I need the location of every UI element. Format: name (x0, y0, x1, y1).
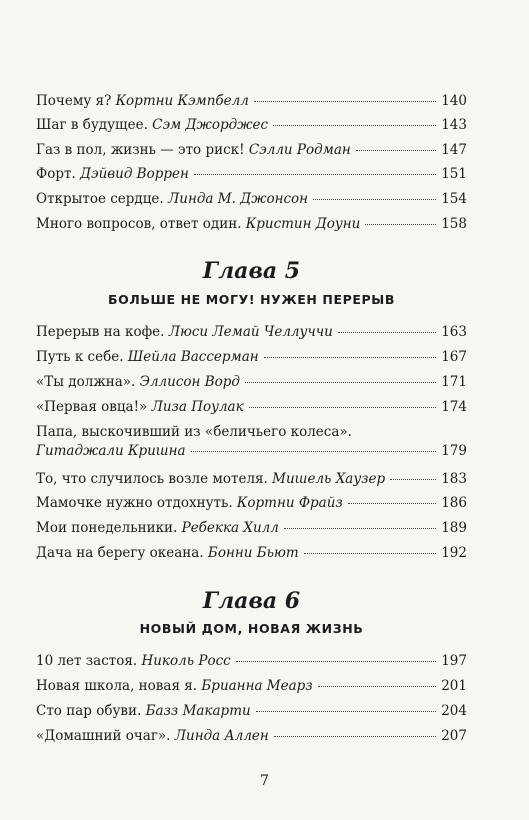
toc-entry (36, 702, 467, 721)
entry-page: 158 (441, 216, 467, 232)
dot-leader (236, 661, 437, 662)
dot-leader (256, 711, 437, 712)
entry-author: Николь Росс (141, 653, 231, 669)
chapter-title: БОЛЬШЕ НЕ МОГУ! НУЖЕН ПЕРЕРЫВ (108, 292, 395, 307)
entry-page: 179 (441, 443, 467, 459)
entry-title: Много вопросов, ответ один. (36, 216, 246, 232)
entry-author: Базз Макарти (145, 703, 251, 719)
chapter-heading: Глава 6 (202, 588, 301, 614)
dot-leader (313, 199, 436, 200)
entry-title: То, что случилось возле мотеля. (36, 471, 273, 487)
entry-author: Брианна Меарз (201, 678, 313, 694)
toc-entry (36, 423, 467, 461)
entry-page: 167 (441, 349, 467, 365)
entry-page: 186 (441, 495, 467, 511)
toc-entry (36, 116, 467, 135)
entry-page: 147 (441, 142, 467, 158)
entry-title: Сто пар обуви. (36, 703, 146, 719)
entry-page: 174 (441, 399, 467, 415)
dot-leader (254, 101, 436, 102)
toc-entry (36, 398, 467, 417)
dot-leader (194, 174, 436, 175)
dot-leader (284, 528, 436, 529)
toc-entry (36, 544, 467, 563)
entry-page: 154 (441, 191, 467, 207)
entry-author: Люси Лемай Челлуччи (168, 324, 333, 340)
entry-page: 143 (441, 117, 467, 133)
entry-page: 189 (441, 520, 467, 536)
entry-author: Шейла Вассерман (127, 349, 259, 365)
toc-entry (36, 373, 467, 392)
toc-entry (36, 519, 467, 538)
dot-leader (390, 479, 436, 480)
entry-author: Эллисон Ворд (139, 374, 240, 390)
dot-leader (273, 125, 436, 126)
entry-title: Мои понедельники. (36, 520, 182, 536)
entry-page: 204 (441, 703, 467, 719)
entry-title: Новая школа, новая я. (36, 678, 202, 694)
entry-title: Открытое сердце. (36, 191, 168, 207)
toc-entry (36, 323, 467, 342)
dot-leader (249, 407, 437, 408)
entry-title: 10 лет застоя. (36, 653, 142, 669)
toc-entry (36, 494, 467, 513)
entry-title: «Ты должна». (36, 374, 140, 390)
toc-entry (36, 92, 467, 111)
entry-author: Мишель Хаузер (272, 471, 386, 487)
entry-title: Мамочке нужно отдохнуть. (36, 495, 237, 511)
dot-leader (318, 686, 437, 687)
dot-leader (304, 553, 437, 554)
entry-title: «Домашний очаг». (36, 728, 175, 744)
entry-page: 207 (441, 728, 467, 744)
entry-title: Шаг в будущее. (36, 117, 153, 133)
entry-author: Кортни Фрайз (236, 495, 343, 511)
entry-page: 151 (441, 166, 467, 182)
entry-page: 171 (441, 374, 467, 390)
dot-leader (365, 224, 436, 225)
entry-page: 163 (441, 324, 467, 340)
entry-title: Путь к себе. (36, 349, 128, 365)
dot-leader (356, 150, 436, 151)
toc-entry (36, 677, 467, 696)
dot-leader (274, 736, 436, 737)
entry-author: Линда Аллен (174, 728, 269, 744)
toc-entry (36, 165, 467, 184)
entry-author: Дэйвид Воррен (80, 166, 189, 182)
entry-title: Дача на берегу океана. (36, 545, 208, 561)
chapter-heading: Глава 5 (202, 258, 301, 284)
toc-entry (36, 348, 467, 367)
entry-title: Форт. (36, 166, 81, 182)
entry-title: Почему я? (36, 93, 116, 109)
toc-entry (36, 215, 467, 234)
toc-entry (36, 727, 467, 746)
entry-author: Бонни Бьют (207, 545, 299, 561)
entry-author: Кортни Кэмпбелл (115, 93, 249, 109)
entry-author: Сэм Джорджес (152, 117, 269, 133)
entry-author: Ребекка Хилл (181, 520, 279, 536)
entry-page: 201 (441, 678, 467, 694)
dot-leader (245, 382, 436, 383)
entry-page: 197 (441, 653, 467, 669)
entry-page: 140 (441, 93, 467, 109)
toc-entry (36, 652, 467, 671)
entry-title: Газ в пол, жизнь — это риск! (36, 142, 249, 158)
entry-page: 183 (441, 471, 467, 487)
dot-leader (348, 503, 436, 504)
entry-author: Лиза Поулак (151, 399, 244, 415)
entry-author: Гитаджали Кришна (36, 443, 186, 459)
dot-leader (191, 451, 437, 452)
page-number: 7 (260, 773, 269, 789)
entry-title: Перерыв на кофе. (36, 324, 169, 340)
toc-entry (36, 141, 467, 160)
entry-page: 192 (441, 545, 467, 561)
toc-entry (36, 470, 467, 489)
dot-leader (338, 332, 436, 333)
dot-leader (264, 357, 437, 358)
chapter-title: НОВЫЙ ДОМ, НОВАЯ ЖИЗНЬ (139, 621, 364, 636)
entry-author: Линда М. Джонсон (168, 191, 309, 207)
entry-author: Кристин Доуни (245, 216, 361, 232)
toc-entry (36, 190, 467, 209)
entry-title: Папа, выскочивший из «беличьего колеса». (36, 424, 352, 440)
entry-author: Сэлли Родман (248, 142, 351, 158)
entry-title: «Первая овца!» (36, 399, 152, 415)
